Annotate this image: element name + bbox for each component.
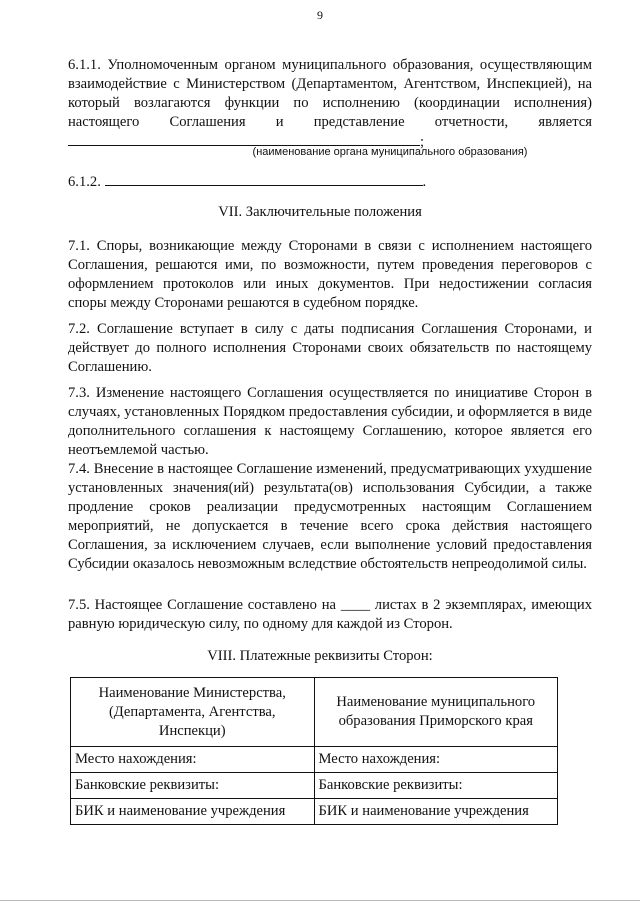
scan-edge [0, 900, 640, 901]
clause-7-4: 7.4. Внесение в настоящее Соглашение изменений, предусматривающих ухудшение установленных значения(ий) результата(ов) использования Субсидии, а также продление сроков реализации предусмотренных настоящим Соглашением мероприятий, не допускается в течение всего срока действия настоящего Соглашения, за исключением случаев, если выполнение условий предоставления Субсидии оказалось невозможным вследствие обстоятельств непреодолимой силы. [68, 461, 592, 572]
clause-7-5 [68, 596, 592, 634]
table-header-row [71, 678, 558, 747]
clause-6-1-1-text: 6.1.1. Уполномоченным органом муниципального образования, осуществляющим взаимодействие с Министерством (Департаментом, Агентством, Инспекцией), на который возлагаются функции по исполнению (координации исполнения) настоящего Соглашения и представление отчетности, является [68, 57, 592, 130]
clause-7-1: 7.1. Споры, возникающие между Сторонами в связи с исполнением настоящего Соглашения, решаются ими, по возможности, путем проведения переговоров с оформлением протоколов или иных документов. При недостижении согласия споры между Сторонами решаются в судебном порядке. [68, 238, 592, 311]
section-8-title: VIII. Платежные реквизиты Сторон: [207, 648, 433, 664]
table-cell: Место нахождения: [314, 747, 558, 773]
clause-7-3: 7.3. Изменение настоящего Соглашения осуществляется по инициативе Сторон в случаях, установленных Порядком предоставления субсидии, и оформляется в виде дополнительного соглашения к настоящему Соглашению, которое является его неотъемлемой частью. [68, 385, 592, 458]
municipality-header: Наименование муниципального образования Приморского края [314, 678, 558, 747]
table-row [71, 799, 558, 825]
clause-6-1-1 [68, 56, 592, 152]
table-cell: Банковские реквизиты: [314, 773, 558, 799]
payment-details-table [70, 677, 558, 825]
table-cell: БИК и наименование учреждения [314, 799, 558, 825]
fill-line [68, 132, 420, 146]
clause-7-5-start: 7.5. Настоящее Соглашение составлено на [68, 597, 337, 613]
sheet-count-blank: ____ [340, 597, 370, 613]
table-cell: БИК и наименование учреждения [71, 799, 315, 825]
field-caption: (наименование органа муниципального образования) [252, 146, 528, 158]
table-cell: Место нахождения: [71, 747, 315, 773]
clause-7-2: 7.2. Соглашение вступает в силу с даты подписания Соглашения Сторонами, и действует до полного исполнения Сторонами своих обязательств по настоящему Соглашению. [68, 321, 592, 375]
clause-6-1-2 [68, 172, 592, 192]
clause-6-1-2-end: . [422, 174, 427, 190]
table-row [71, 747, 558, 773]
clause-6-1-2-label: 6.1.2. [68, 174, 101, 190]
table-cell: Банковские реквизиты: [71, 773, 315, 799]
ministry-header: Наименование Министерства, (Департамента, Агентства, Инспекци) [71, 678, 315, 747]
clause-7-5-end: листах в 2 экземплярах, имеющих равную юридическую силу, по одному для каждой из Сторон. [68, 597, 592, 632]
table-row [71, 773, 558, 799]
clause-6-1-1-end: ; [420, 134, 425, 150]
fill-line [105, 172, 423, 186]
section-7-title: VII. Заключительные положения [218, 204, 422, 220]
page-number: 9 [317, 8, 323, 22]
